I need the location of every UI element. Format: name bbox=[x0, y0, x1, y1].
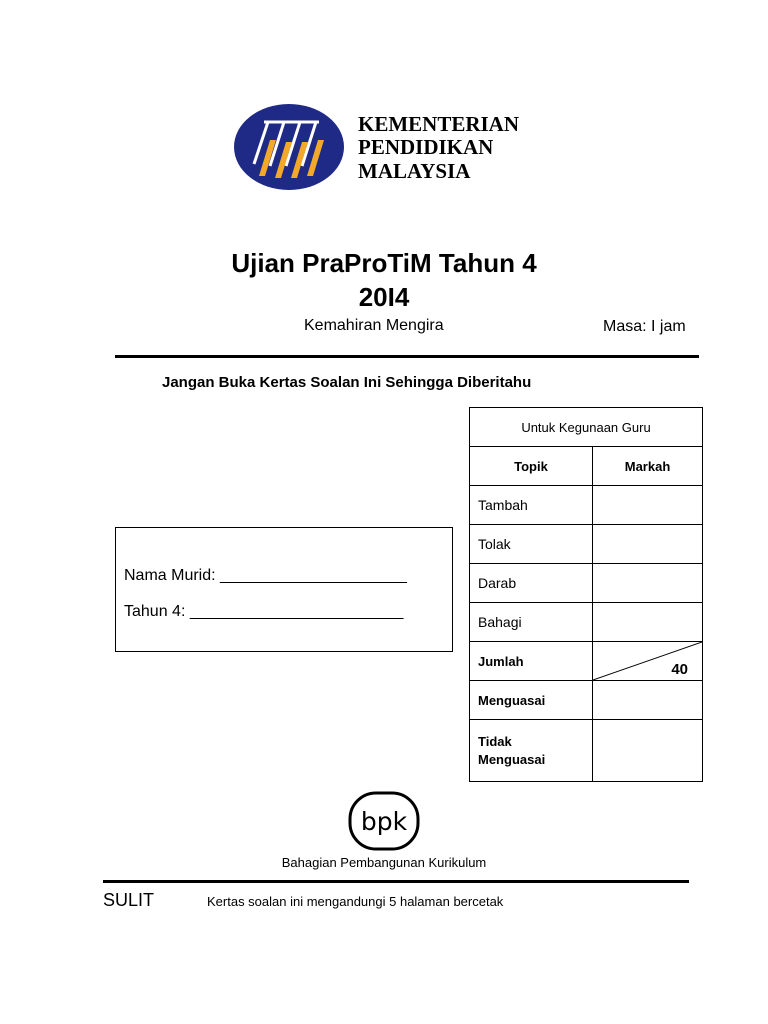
page-count-note: Kertas soalan ini mengandungi 5 halaman bercetak bbox=[207, 894, 504, 909]
table-row bbox=[470, 720, 703, 782]
mark-cell[interactable] bbox=[593, 603, 703, 642]
teacher-grading-table bbox=[469, 407, 703, 782]
exam-title: Ujian PraProTiM Tahun 4 bbox=[231, 248, 537, 278]
mark-cell[interactable] bbox=[593, 525, 703, 564]
student-info-box bbox=[115, 527, 453, 652]
classification-label: SULIT bbox=[103, 890, 155, 910]
not-master-label-line2: Menguasai bbox=[478, 751, 546, 767]
table-row bbox=[470, 564, 703, 603]
total-value: 40 bbox=[671, 661, 688, 678]
exam-year: 20I4 bbox=[358, 282, 410, 312]
ministry-name-line1: KEMENTERIAN bbox=[358, 112, 520, 136]
bottom-divider bbox=[103, 880, 689, 883]
student-class-field[interactable]: Tahun 4: ________________________ bbox=[124, 603, 404, 620]
ministry-name-line2: PENDIDIKAN bbox=[358, 135, 494, 159]
mark-cell[interactable] bbox=[593, 486, 703, 525]
bpk-logo-text: bpk bbox=[360, 807, 408, 836]
table-caption: Untuk Kegunaan Guru bbox=[470, 408, 703, 447]
not-master-label bbox=[470, 720, 593, 782]
table-caption-row bbox=[470, 408, 703, 447]
table-row bbox=[470, 486, 703, 525]
mark-cell[interactable] bbox=[593, 564, 703, 603]
master-label: Menguasai bbox=[470, 681, 593, 720]
student-name-field[interactable]: Nama Murid: _____________________ bbox=[124, 567, 407, 584]
exam-subject: Kemahiran Mengira bbox=[304, 317, 444, 334]
bpk-logo bbox=[346, 789, 422, 853]
table-row bbox=[470, 681, 703, 720]
mark-cell[interactable] bbox=[593, 720, 703, 782]
column-header-topic: Topik bbox=[470, 447, 593, 486]
exam-warning: Jangan Buka Kertas Soalan Ini Sehingga Diberitahu bbox=[162, 374, 532, 391]
exam-duration: Masa: I jam bbox=[603, 318, 686, 335]
division-name: Bahagian Pembangunan Kurikulum bbox=[281, 855, 487, 870]
table-header-row bbox=[470, 447, 703, 486]
total-label: Jumlah bbox=[470, 642, 593, 681]
not-master-label-line1: Tidak bbox=[478, 733, 512, 749]
mark-cell[interactable] bbox=[593, 681, 703, 720]
table-row-total bbox=[470, 642, 703, 681]
table-row bbox=[470, 525, 703, 564]
table-row bbox=[470, 603, 703, 642]
top-divider bbox=[115, 355, 699, 358]
ministry-logo bbox=[234, 104, 344, 190]
topic-cell: Tambah bbox=[470, 486, 593, 525]
ministry-name-line3: MALAYSIA bbox=[358, 159, 471, 183]
topic-cell: Darab bbox=[470, 564, 593, 603]
topic-cell: Tolak bbox=[470, 525, 593, 564]
topic-cell: Bahagi bbox=[470, 603, 593, 642]
column-header-mark: Markah bbox=[593, 447, 703, 486]
total-mark-cell[interactable] bbox=[593, 642, 703, 681]
